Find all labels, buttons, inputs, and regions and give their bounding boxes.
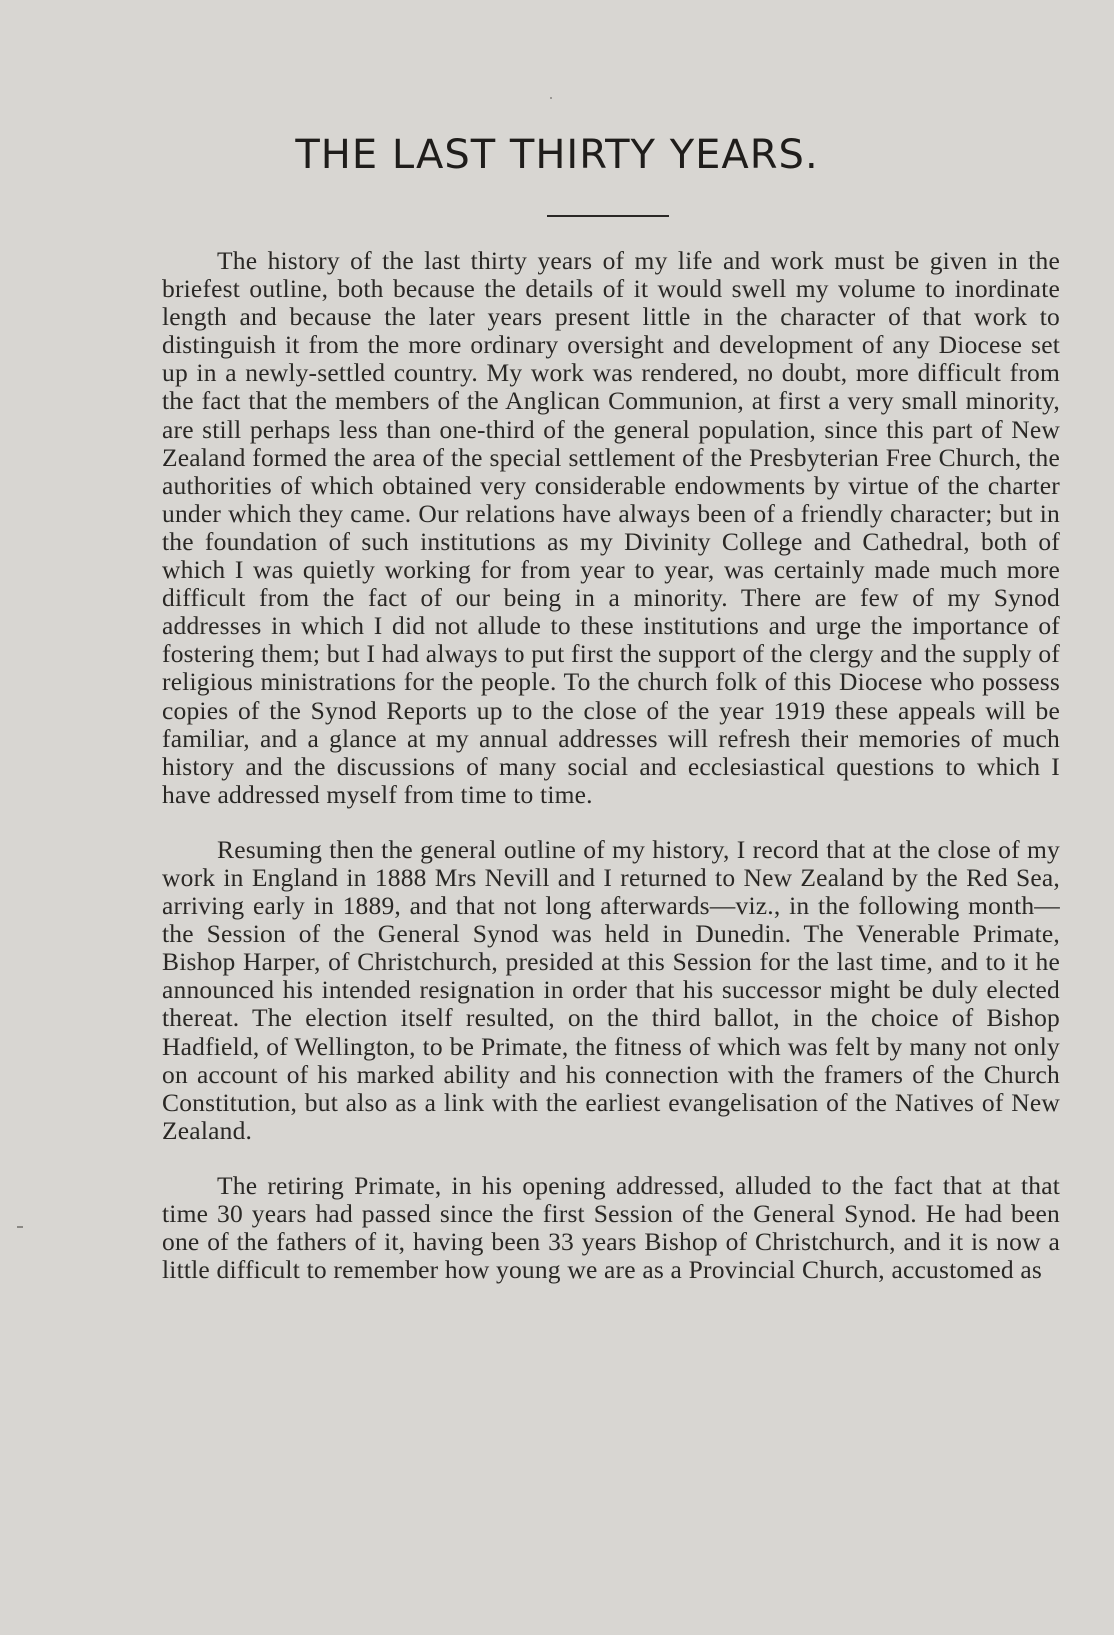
paragraph-3: The retiring Primate, in his opening addressed, alluded to the fact that at that time 30 years had passed since the first Session of the General Synod. He had been one of the fathers of it, having been 33 years Bishop of Christchurch, and it is now a little difficult to remember how young we are as a Provincial Church, accustomed as bbox=[162, 1170, 1060, 1285]
margin-mark bbox=[17, 1226, 23, 1228]
paragraph-1: The history of the last thirty years of my life and work must be given in the briefest outline, both because the details of it would swell my volume to inordinate length and because the later years present little in the character of that work to distinguish it from the more ordinary oversight and development of any Diocese set up in a newly-settled country. My work was rendered, no doubt, more difficult from the fact that the members of the Anglican Communion, at first a very small minority, are still perhaps less than one-third of the general population, since this part of New Zealand formed the area of the special settlement of the Presbyterian Free Church, the authorities of which obtained very considerable endowments by virtue of the charter under which they came. Our relations have always been of a friendly character; but in the foundation of such institutions as my Divinity College and Cathedral, both of which I was quietly working for from year to year, was certainly made much more difficult from the fact of our being in a minority. There are few of my Synod addresses in which I did not allude to these institutions and urge the importance of fostering them; but I had always to put first the support of the clergy and the supply of religious ministrations for the people. To the church folk of this Diocese who possess copies of the Synod Reports up to the close of the year 1919 these appeals will be familiar, and a glance at my annual addresses will refresh their memories of much history and the discussions of many social and ecclesiastical questions to which I have addressed myself from time to time. bbox=[162, 246, 1060, 809]
chapter-title: THE LAST THIRTY YEARS. bbox=[295, 132, 819, 178]
chapter-body bbox=[162, 247, 1060, 1284]
title-rule bbox=[547, 215, 669, 217]
paragraph-2: Resuming then the general outline of my history, I record that at the close of my work in England in 1888 Mrs Nevill and I returned to New Zealand by the Red Sea, arriving early in 1889, and that not long afterwards—viz., in the following month—the Session of the General Synod was held in Dunedin. The Venerable Primate, Bishop Harper, of Christchurch, presided at this Session for the last time, and to it he announced his intended resignation in order that his successor might be duly elected thereat. The election itself resulted, on the third ballot, in the choice of Bishop Hadfield, of Wellington, to be Primate, the fitness of which was felt by many not only on account of his marked ability and his connection with the framers of the Church Constitution, but also as a link with the earliest evangelisation of the Natives of New Zealand. bbox=[162, 834, 1060, 1145]
paper-speck bbox=[550, 97, 552, 99]
